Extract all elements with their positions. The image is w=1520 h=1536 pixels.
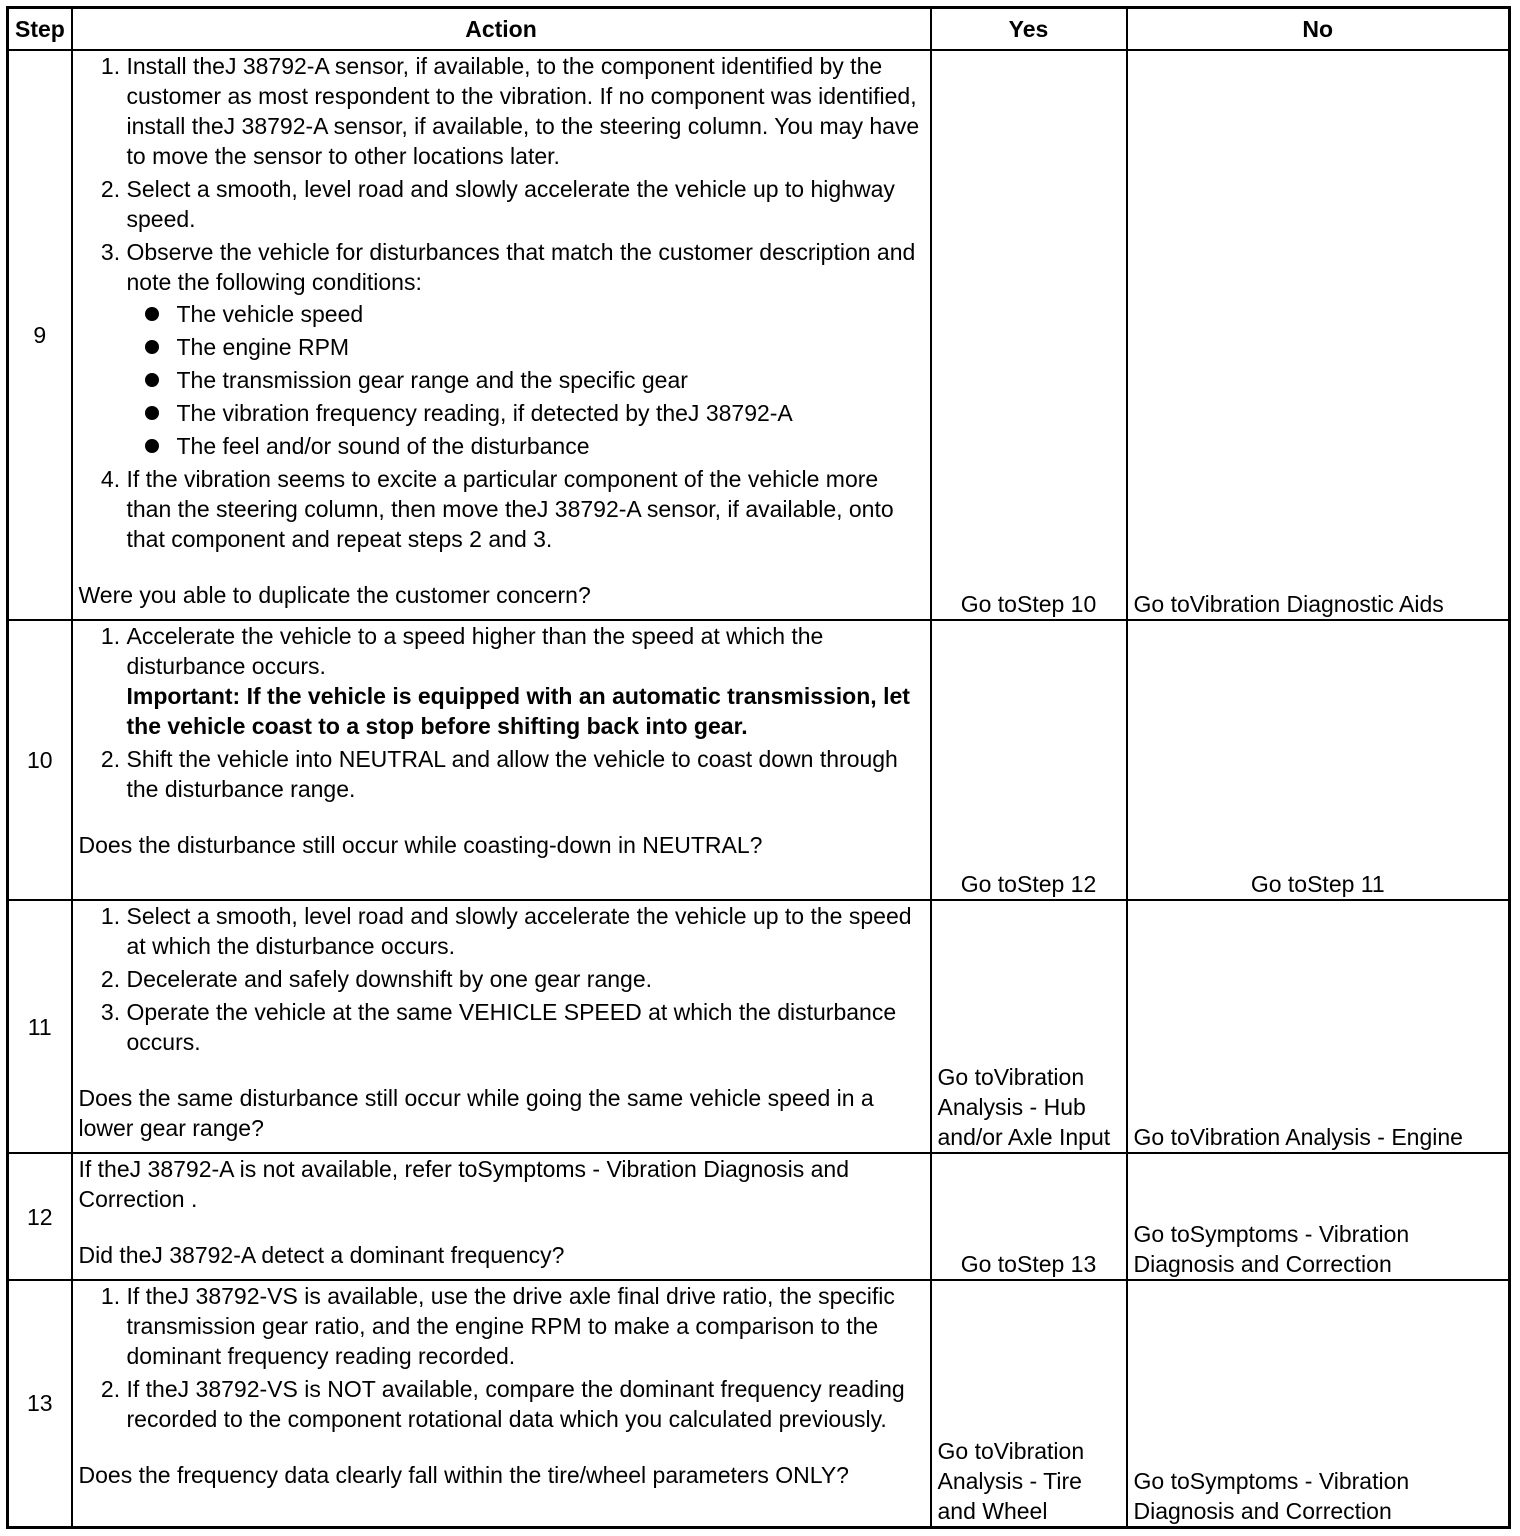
step-number: 9: [8, 50, 72, 620]
header-action: Action: [72, 8, 931, 51]
no-cell: Go toSymptoms - Vibration Diagnosis and Correction: [1127, 1280, 1510, 1527]
action-steps: [79, 621, 924, 804]
yes-cell: Go toStep 13: [931, 1153, 1127, 1280]
list-item-text: Observe the vehicle for disturbances that match the customer description and note the following conditions:: [126, 239, 916, 295]
list-item: [127, 621, 924, 741]
question-text: Does the same disturbance still occur while going the same vehicle speed in a lower gear range?: [78, 1085, 874, 1141]
header-yes: Yes: [931, 8, 1127, 51]
bullet-item: The engine RPM: [177, 332, 924, 362]
table-row-step-11: [8, 900, 1510, 1153]
action-cell: [72, 50, 931, 620]
question-text: Were you able to duplicate the customer concern?: [78, 582, 591, 608]
table-row-step-12: [8, 1153, 1510, 1280]
action-cell: [72, 1280, 931, 1527]
header-step: Step: [8, 8, 72, 51]
question-text: Does the frequency data clearly fall within the tire/wheel parameters ONLY?: [78, 1462, 849, 1488]
list-item: 2. If theJ 38792-VS is NOT available, compare the dominant frequency reading recorded to the component rotational data which you calculated previously.: [127, 1374, 924, 1434]
list-item: 2. Shift the vehicle into NEUTRAL and allow the vehicle to coast down through the disturbance range.: [127, 744, 924, 804]
no-cell: Go toVibration Diagnostic Aids: [1127, 50, 1510, 620]
table-row-step-10: [8, 620, 1510, 900]
yes-cell: Go toVibration Analysis - Tire and Wheel: [931, 1280, 1127, 1527]
bullet-item: The transmission gear range and the specific gear: [177, 365, 924, 395]
diagnostic-table: [6, 6, 1511, 1529]
list-item: [127, 237, 924, 461]
bullet-item: The vibration frequency reading, if detected by theJ 38792-A: [177, 398, 924, 428]
action-cell: [72, 620, 931, 900]
action-cell: [72, 1153, 931, 1280]
action-steps: [79, 901, 924, 1057]
no-cell: Go toVibration Analysis - Engine: [1127, 900, 1510, 1153]
list-item: 4. If the vibration seems to excite a particular component of the vehicle more than the steering column, then move theJ 38792-A sensor, if available, onto that component and repeat steps 2 and 3.: [127, 464, 924, 554]
action-steps: [79, 1281, 924, 1434]
table-row-step-9: [8, 50, 1510, 620]
bullet-item: The vehicle speed: [177, 299, 924, 329]
action-cell: [72, 900, 931, 1153]
yes-cell: Go toStep 12: [931, 620, 1127, 900]
action-text: If theJ 38792-A is not available, refer toSymptoms - Vibration Diagnosis and Correction .: [78, 1156, 849, 1212]
condition-list: [127, 299, 924, 461]
list-item: 2. Decelerate and safely downshift by one gear range.: [127, 964, 924, 994]
table-row-step-13: [8, 1280, 1510, 1527]
question-text: Does the disturbance still occur while coasting-down in NEUTRAL?: [78, 832, 763, 858]
step-number: 10: [8, 620, 72, 900]
yes-cell: Go toStep 10: [931, 50, 1127, 620]
step-number: 12: [8, 1153, 72, 1280]
list-item: 2. Select a smooth, level road and slowly accelerate the vehicle up to highway speed.: [127, 174, 924, 234]
yes-cell: Go toVibration Analysis - Hub and/or Axle Input: [931, 900, 1127, 1153]
list-item-text: Accelerate the vehicle to a speed higher than the speed at which the disturbance occurs.: [126, 623, 824, 679]
header-row: [8, 8, 1510, 51]
step-number: 13: [8, 1280, 72, 1527]
important-note: Important: If the vehicle is equipped with an automatic transmission, let the vehicle coast to a stop before shifting back into gear.: [126, 683, 910, 739]
header-no: No: [1127, 8, 1510, 51]
list-item: 1. If theJ 38792-VS is available, use the drive axle final drive ratio, the specific transmission gear ratio, and the engine RPM to make a comparison to the dominant frequency reading recorded.: [127, 1281, 924, 1371]
question-text: Did theJ 38792-A detect a dominant frequency?: [78, 1242, 565, 1268]
list-item: 1. Select a smooth, level road and slowly accelerate the vehicle up to the speed at which the disturbance occurs.: [127, 901, 924, 961]
step-number: 11: [8, 900, 72, 1153]
no-cell: Go toSymptoms - Vibration Diagnosis and Correction: [1127, 1153, 1510, 1280]
list-item: 1. Install theJ 38792-A sensor, if available, to the component identified by the customer as most respondent to the vibration. If no component was identified, install theJ 38792-A sensor, if available, to the steering column. You may have to move the sensor to other locations later.: [127, 51, 924, 171]
bullet-item: The feel and/or sound of the disturbance: [177, 431, 924, 461]
no-cell: Go toStep 11: [1127, 620, 1510, 900]
list-item: 3. Operate the vehicle at the same VEHICLE SPEED at which the disturbance occurs.: [127, 997, 924, 1057]
action-steps: [79, 51, 924, 554]
